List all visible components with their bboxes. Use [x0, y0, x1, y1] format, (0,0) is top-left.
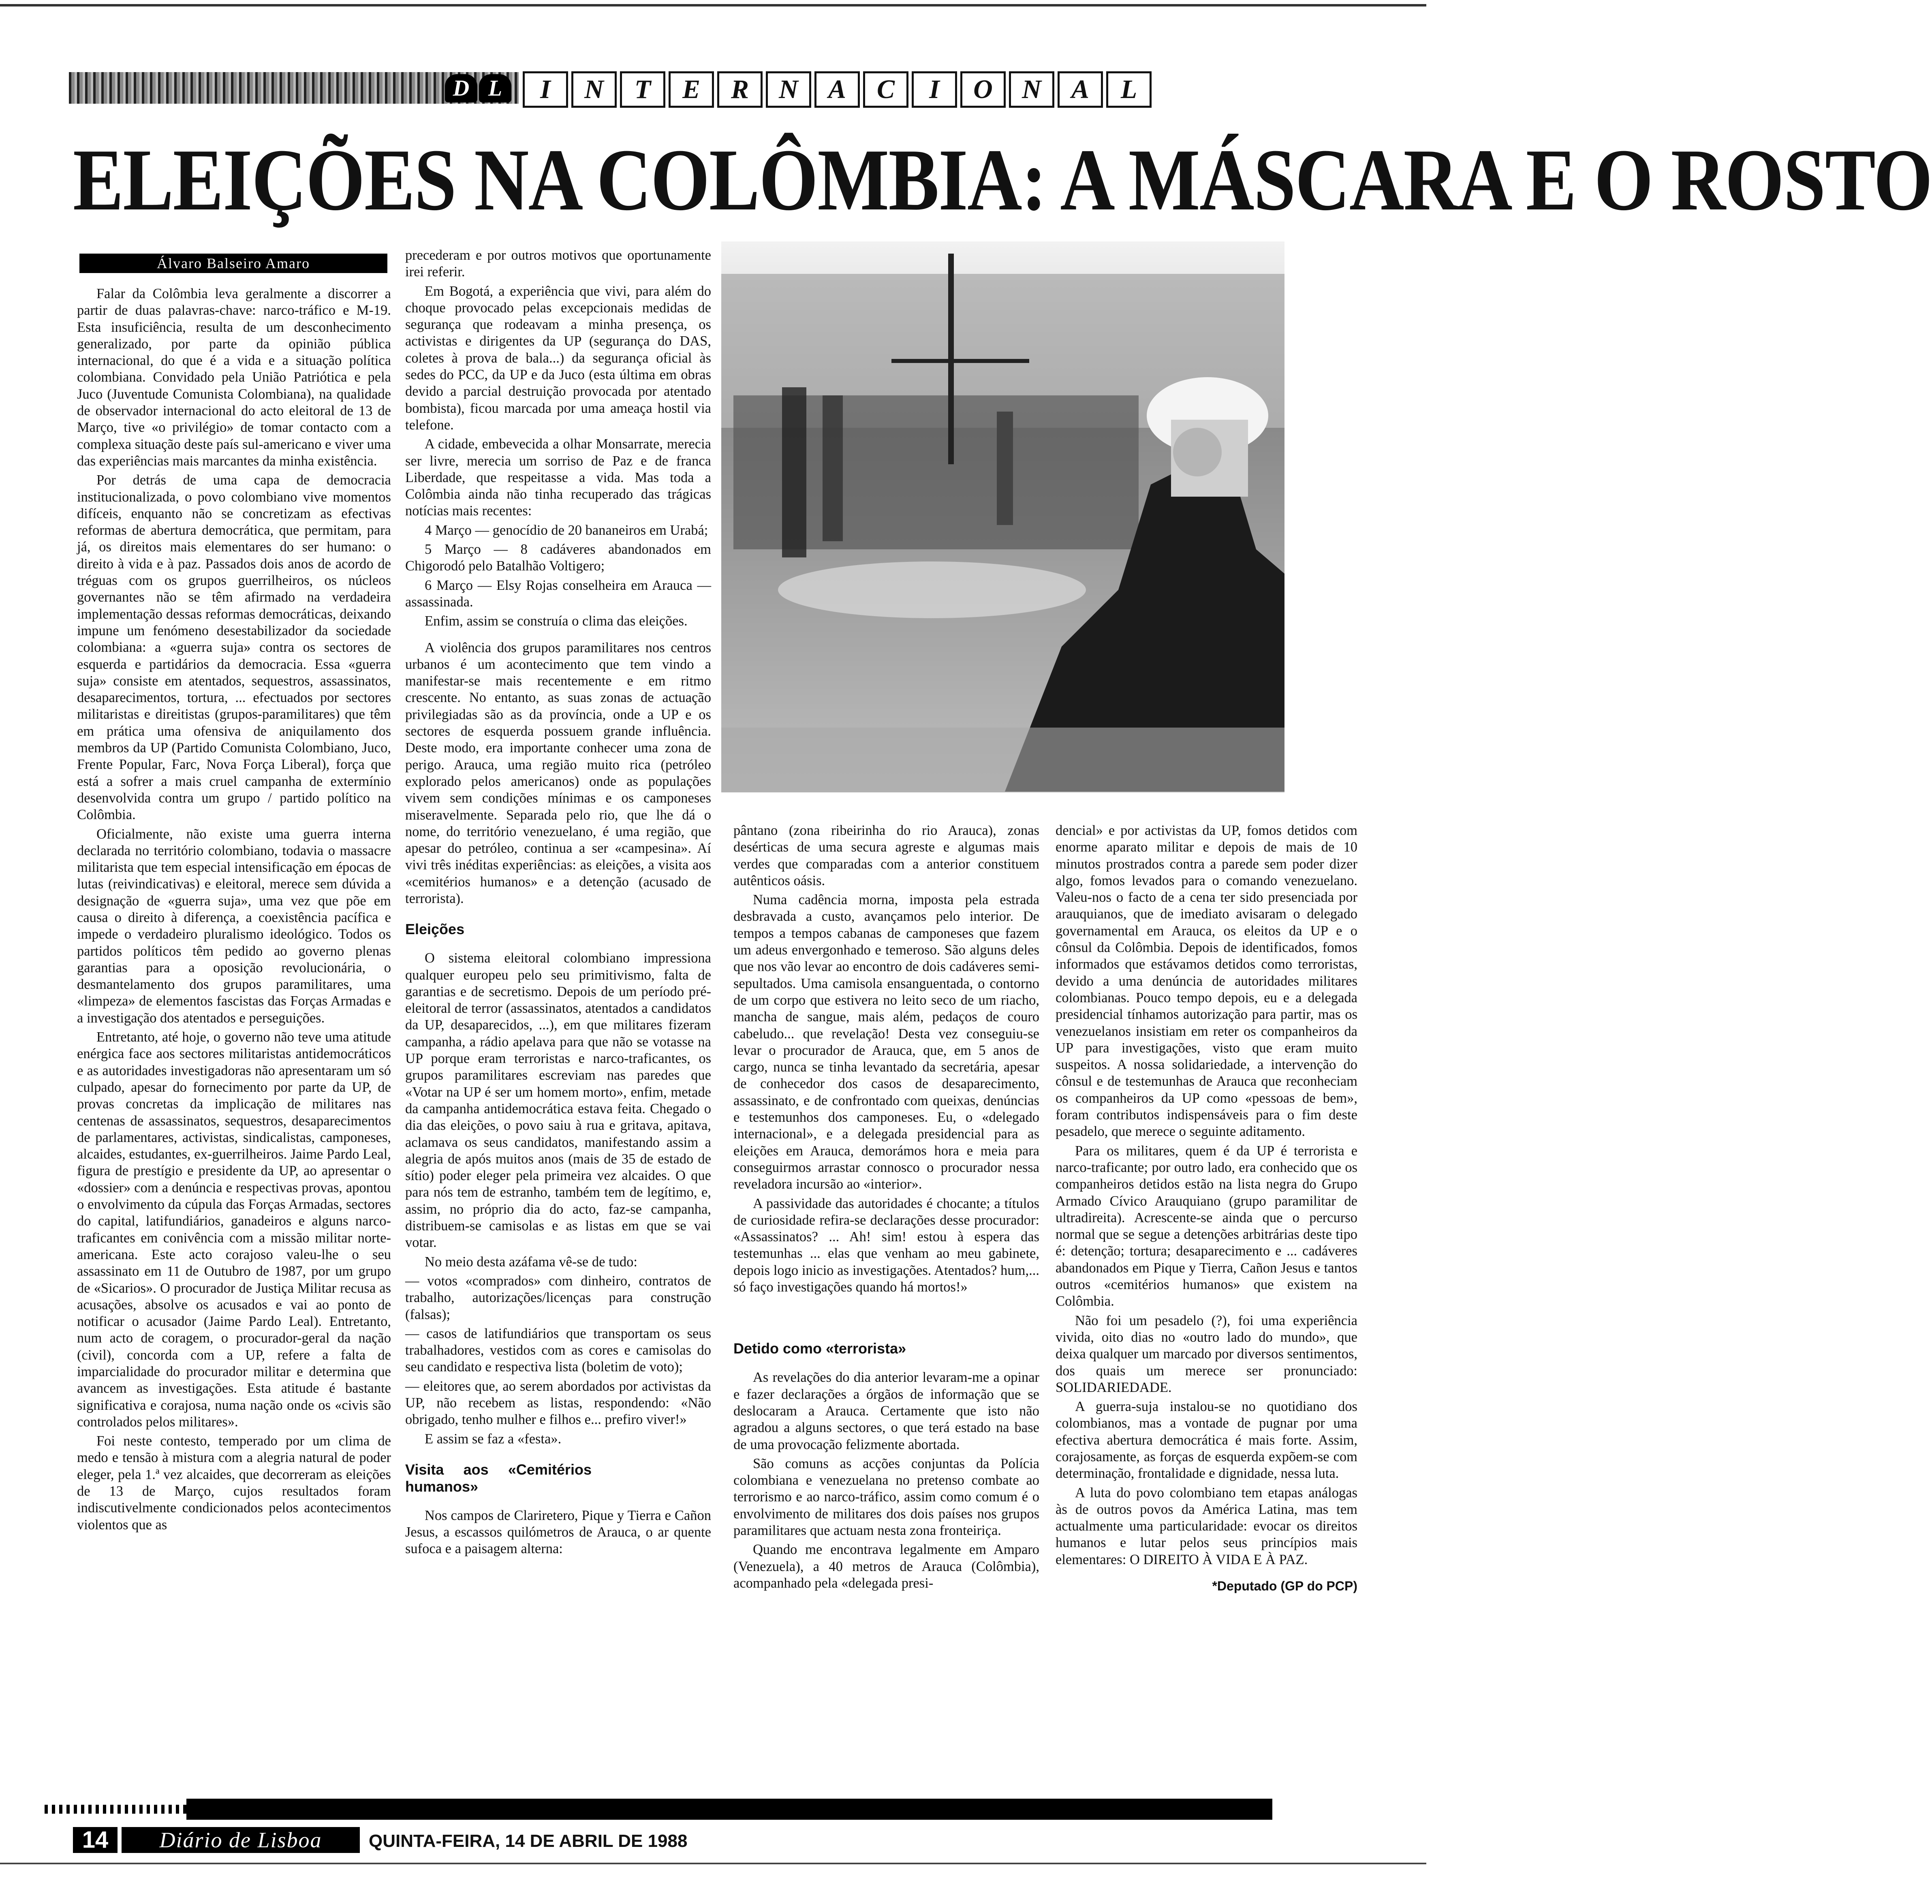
paragraph: Nos campos de Clariretero, Pique y Tierra e Cañon Jesus, a escassos quilómetros de Arauca, o ar quente sufoca e a paisagem alterna: [405, 1507, 711, 1557]
paragraph: Para os militares, quem é da UP é terrorista e narco-traficante; por outro lado, era conhecido que os companheiros detidos estão na lista negra do Grupo Armado Cívico Arauquiano (grupo paramilitar de ultradireita). Acrescente-se ainda que o percurso normal que se segue a detenções arbitrárias deste tipo é: detenção; tortura; desaparecimento e ... cadáveres abandonados em Pique y Tierra, Cañon Jesus e tantos outros «cemitérios humanos» que existem na Colômbia. [1056, 1143, 1357, 1309]
column-1 [77, 286, 391, 1536]
section-letter: L [1106, 71, 1152, 108]
paragraph: As revelações do dia anterior levaram-me a opinar e fazer declarações a órgãos de informação que se deslocaram a Arauca. Certamente que isto não agradou a alguns sectores, o que terá estado na base de uma provocação felizmente abortada. [733, 1370, 1039, 1452]
paragraph: — casos de latifundiários que transportam os seus trabalhadores, vestidos com as cores e camisolas do seu candidato e respectiva lista (boletim de voto); [405, 1326, 711, 1375]
paragraph: No meio desta azáfama vê-se de tudo: [425, 1254, 637, 1270]
column-4 [1056, 822, 1357, 1597]
paragraph: A violência dos grupos paramilitares nos centros urbanos é um acontecimento que tem vindo a manifestar-se mais recentemente e em ritmo crescente. No entanto, as suas zonas de actuação privilegiadas são as da província, onde a UP e os sectores de esquerda possuem grande influência. Deste modo, era importante conhecer uma zona de perigo. Arauca, uma região muito rica (petróleo explorado pelos americanos) onde as populações vivem sem condições mínimas e os camponeses miseravelmente. Separada pelo rio, que lhe dá o nome, do território venezuelano, é uma região, que apesar do petróleo, continua a ser «campesina». Aí vivi três inéditas experiências: as eleições, a visita aos «cemitérios humanos» e a detenção (acusado de terrorista). [405, 640, 711, 906]
section-letter: A [814, 71, 860, 108]
paragraph: São comuns as acções conjuntas da Polícia colombiana e venezuelana no pretenso combate ao terrorismo e ao narco-tráfico, assim como comum é o envolvimento de militares dos dois países nos grupos paramilitares que actuam nesta zona fronteiriça. [733, 1456, 1039, 1538]
footer-pattern [45, 1805, 186, 1814]
author-note: *Deputado (GP do PCP) [1212, 1579, 1357, 1594]
section-title-internacional [523, 71, 1152, 108]
photo-illustration [721, 241, 1284, 792]
section-letter: I [912, 71, 957, 108]
paragraph: Foi neste contesto, temperado por um clima de medo e tensão à mistura com a alegria natural de poder eleger, pela 1.ª vez alcaides, que decorreram as eleições de 13 de Março, cujos resultados foram indiscutivelmente condicionados pelos acontecimentos violentos que as [77, 1433, 391, 1533]
section-letter: T [620, 71, 665, 108]
masthead: Diário de Lisboa [122, 1827, 360, 1853]
paragraph: precederam e por outros motivos que oportunamente irei referir. [405, 248, 711, 280]
section-letter: N [766, 71, 811, 108]
column-3 [733, 822, 1039, 1594]
paragraph: pântano (zona ribeirinha do rio Arauca), zonas desérticas de uma secura agreste e algumas mais verdes que comparadas com a anterior constituem autênticos oásis. [733, 823, 1039, 888]
paragraph: Numa cadência morna, imposta pela estrada desbravada a custo, avançamos pelo interior. De tempos a tempos cabanas de camponeses que fazem um adeus envergonhado e temeroso. São alguns deles que nos vão levar ao encontro de dois cadáveres semi-sepultados. Uma camisola ensanguentada, o contorno de um corpo que estivera no leito seco de um riacho, mancha de sangue, mais além, pedaços de couro cabeludo... que revelação! Desta vez conseguiu-se levar o procurador de Arauca, que, em 5 anos de cargo, nunca se tinha levantado da secretária, apesar de conhecedor dos casos de desaparecimento, assassinato, e de confrontado com queixas, denúncias e testemunhos dos camponeses. Eu, o «delegado internacional», e a delegada presidencial para as eleições em Arauca, demorámos hora e meia para conseguirmos arrastar connosco o procurador nessa reveladora incursão ao «interior». [733, 892, 1039, 1192]
section-letter: N [571, 71, 617, 108]
paragraph: 4 Março — genocídio de 20 bananeiros em Urabá; [425, 522, 708, 538]
subheading-detido: Detido como «terrorista» [733, 1340, 906, 1357]
section-letter: R [717, 71, 763, 108]
column-2 [405, 247, 711, 1560]
logo-letter: D [445, 74, 477, 102]
paragraph: A guerra-suja instalou-se no quotidiano dos colombianos, mas a vontade de pugnar por uma efectiva abertura democrática é mais forte. Assim, corajosamente, as forças de esquerda expõem-se com determinação, frontalidade e dignidade, nessa luta. [1056, 1399, 1357, 1481]
byline: Álvaro Balseiro Amaro [79, 254, 387, 273]
subheading-cemiterios: Visita aos «Cemitérios humanos» [405, 1461, 592, 1495]
paragraph: O sistema eleitoral colombiano impressiona qualquer europeu pelo seu primitivismo, falta de garantias e de secretismo. Depois de um período pré-eleitoral de terror (assassinatos, atentados a candidatos da UP, desaparecidos, ...), em que militares fizeram campanha, a rádio apelava para que não se votasse na UP porque eram terroristas e narco-traficantes, os grupos paramilitares escreviam nas paredes que «Votar na UP é ser um homem morto», enfim, metade da campanha antidemocrática estava feita. Chegado o dia das eleições, o povo saiu à rua e gritava, apitava, aclamava os seus candidatos, manifestando assim a alegria de após muitos anos (mais de 35 de estado de sítio) poder eleger pela primeira vez alcaides. O que para nós tem de estranho, também tem de legítimo, e, assim, no próprio dia do acto, faz-se campanha, distribuem-se camisolas e as listas em que se vai votar. [405, 950, 711, 1251]
paragraph: Por detrás de uma capa de democracia institucionalizada, o povo colombiano vive momentos difíceis, enquanto não se concretizam as efectivas reformas de abertura democrática, que permitam, para já, os direitos mais elementares do ser humano: o direito à vida e à paz. Passados dois anos de acordo de tréguas com os grupos guerrilheiros, os núcleos governantes não se têm afirmado na verdadeira implementação dessas reformas democráticas, deixando impune um fenómeno desestabilizador da sociedade colombiana: a «guerra suja» contra os sectores de esquerda e partidários da democracia. Essa «guerra suja» consiste em atentados, sequestros, assassinatos, desaparecimentos, tortura, ... efectuados por sectores militaristas e direitistas (grupos-paramilitares) que têm em prática uma ofensiva de aniquilamento dos membros da UP (Partido Comunista Colombiano, Juco, Frente Popular, Farc, Nova Força Liberal), força que está a sofrer a mais cruel campanha de extermínio desenvolvida contra um grupo / partido político na Colômbia. [77, 472, 391, 823]
headline: ELEIÇÕES NA COLÔMBIA: A MÁSCARA E O ROSTO [73, 131, 1932, 229]
paragraph: A passividade das autoridades é chocante; a títulos de curiosidade refira-se declarações desse procurador: «Assassinatos? ... Ah! sim! estou à espera das testemunhas ... elas que venham ao meu gabinete, depois logo inicio as investigações. Atentados? hum,... só faço investigações quando há mortos!» [733, 1195, 1039, 1295]
paragraph: A cidade, embevecida a olhar Monsarrate, merecia ser livre, merecia um sorriso de Paz e de franca Liberdade, que respeitasse a vida. Mas toda a Colômbia ainda não tinha recuperado das trágicas notícias mais recentes: [405, 436, 711, 519]
paragraph: 5 Março — 8 cadáveres abandonados em Chigorodó pelo Batalhão Voltigero; [405, 542, 711, 574]
photo-election-crowd [721, 241, 1284, 792]
dl-logo [442, 73, 515, 104]
section-letter: O [960, 71, 1006, 108]
logo-letter: L [479, 74, 511, 102]
paragraph: Enfim, assim se construía o clima das eleições. [425, 613, 688, 629]
top-rule [0, 4, 1426, 6]
paragraph: — eleitores que, ao serem abordados por activistas da UP, não recebem as listas, respondendo: «Não obrigado, tenho mulher e filhos e... prefiro viver!» [405, 1378, 711, 1428]
section-letter: N [1009, 71, 1054, 108]
paragraph: Em Bogotá, a experiência que vivi, para além do choque provocado pelas excepcionais medidas de segurança que rodeavam a minha presença, os activistas e dirigentes da UP (segurança do DAS, coletes à prova de bala...) da segurança oficial às sedes do PCC, da UP e da Juco (esta última em obras devido a parcial destruição provocada por atentado bombista), ficou marcada por uma ameaça hostil via telefone. [405, 283, 711, 433]
paragraph: A luta do povo colombiano tem etapas análogas às de outros povos da América Latina, mas tem actualmente uma particularidade: evocar os direitos humanos e lutar pelos seus princípios mais elementares: O DIREITO À VIDA E À PAZ. [1056, 1485, 1357, 1567]
paragraph: — votos «comprados» com dinheiro, contratos de trabalho, autorizações/licenças para construção (falsas); [405, 1273, 711, 1322]
section-letter: A [1058, 71, 1103, 108]
paragraph: Oficialmente, não existe uma guerra interna declarada no território colombiano, todavia o massacre militarista que tem especial intensificação em épocas de lutas (reivindicativas) e eleitoral, merece sem dúvida a designação de «guerra suja», uma vez que põe em causa o direito à diferença, a coexistência pacífica e impede o verdadeiro pluralismo ideológico. Todos os partidos políticos têm pedido ao governo plenas garantias para a oposição revolucionária, o desmantelamento dos grupos paramilitares, uma «limpeza» de elementos fascistas das Forças Armadas e a investigação dos atentados e perseguições. [77, 826, 391, 1026]
dateline: QUINTA-FEIRA, 14 DE ABRIL DE 1988 [369, 1831, 688, 1851]
subheading-eleicoes: Eleições [405, 921, 465, 938]
bottom-rule [0, 1863, 1426, 1864]
section-letter: I [523, 71, 568, 108]
section-letter: C [863, 71, 908, 108]
paragraph: E assim se faz a «festa». [425, 1431, 562, 1447]
paragraph: Quando me encontrava legalmente em Amparo (Venezuela), a 40 metros de Arauca (Colômbia), acompanhado pela «delegada presi- [733, 1542, 1039, 1591]
paragraph: Entretanto, até hoje, o governo não teve uma atitude enérgica face aos sectores militaristas antidemocráticos e as autoridades investigadoras não apresentaram um só culpado, apesar do fornecimento por parte da UP, de provas concretas da implicação de militares nas centenas de assassinatos, sequestros, desaparecimentos de parlamentares, activistas, sindicalistas, camponeses, alcaides, estudantes, ex-guerrilheiros. Jaime Pardo Leal, figura de prestígio e presidente da UP, ao apresentar o «dossier» com a denúncia e respectivas provas, apontou o envolvimento da cúpula das Forças Armadas, sectores do capital, latifundiários, ganadeiros e alguns narco-traficantes em conivência com a missão militar norte-americana. Este acto corajoso valeu-lhe o seu assassinato em 11 de Outubro de 1987, por um grupo de «Sicarios». O procurador de Justiça Militar recusa as acusações, absolve os acusados e vai ao ponto de notificar o acusador (Jaime Pardo Leal). Entretanto, num acto de coragem, o procurador-geral da nação (civil), concorda com a UP, refere a falta de imparcialidade do procurador militar e determina que avancem as investigações. Esta atitude é bastante significativa e corajosa, numa nação onde os «civis são controlados pelos militares». [77, 1029, 391, 1430]
page-number: 14 [73, 1827, 118, 1853]
section-letter: E [669, 71, 714, 108]
paragraph: 6 Março — Elsy Rojas conselheira em Arauca — assassinada. [405, 577, 711, 610]
footer-band [186, 1799, 1272, 1820]
paragraph: Não foi um pesadelo (?), foi uma experiência vivida, oito dias no «outro lado do mundo», que deixa qualquer um marcado por diversos sentimentos, dos quais um merece ser pronunciado: SOLIDARIEDADE. [1056, 1313, 1357, 1395]
paragraph: Falar da Colômbia leva geralmente a discorrer a partir de duas palavras-chave: narco-tráfico e M-19. Esta insuficiência, resulta de um desconhecimento generalizado, por parte da opinião pública internacional, do que é a vida e a situação política colombiana. Convidado pela União Patriótica e pela Juco (Juventude Comunista Colombiana), na qualidade de observador internacional do acto eleitoral de 13 de Março, tive «o privilégio» de tomar contacto com a complexa situação deste país sul-americano e viver uma das experiências mais marcantes da minha existência. [77, 286, 391, 469]
paragraph: dencial» e por activistas da UP, fomos detidos com enorme aparato militar e depois de mais de 10 minutos prostrados contra a parede sem poder dizer algo, fomos levados para o comando venezuelano. Valeu-nos o facto de a cena ter sido presenciada por arauquianos, que de imediato avisaram o delegado governamental em Arauca, os eleitos da UP e o cônsul da Colômbia. Depois de identificados, fomos informados que estávamos detidos como terroristas, devido a uma denúncia de autoridades militares colombianas. Pouco tempo depois, eu e a delegada presidencial tínhamos autorização para partir, mas os venezuelanos insistiam em reter os companheiros da UP para investigações, visto que eram muito suspeitos. A nossa solidariedade, a intervenção do cônsul e de testemunhas de Arauca que reconheciam os companheiros da UP como «pessoas de bem», foram contributos indispensáveis para o fim deste pesadelo, que merece o seguinte aditamento. [1056, 823, 1357, 1140]
